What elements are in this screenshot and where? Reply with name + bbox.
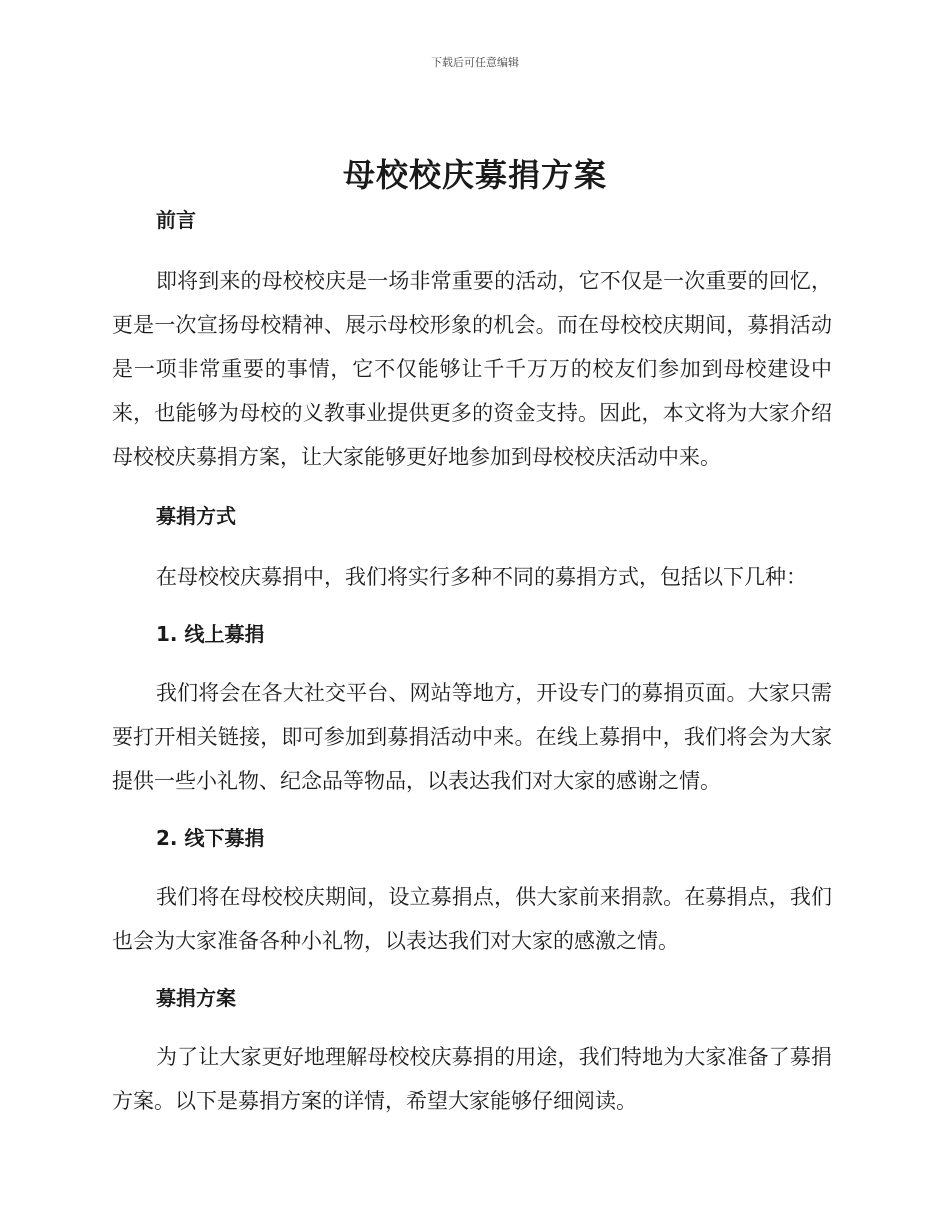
section-heading-offline-donation: 2. 线下募捐: [156, 826, 265, 850]
document-title: 母校校庆募捐方案: [342, 156, 607, 194]
section-heading-online-donation: 1. 线上募捐: [156, 622, 265, 646]
section-paragraph-donation-plan: 为了让大家更好地理解母校校庆募捐的用途，我们特地为大家准备了募捐方案。以下是募捐方案的详情，希望大家能够仔细阅读。: [112, 1045, 832, 1113]
section-paragraph-offline-donation: 我们将在母校校庆期间，设立募捐点，供大家前来捐款。在募捐点，我们也会为大家准备各种小礼物，以表达我们对大家的感激之情。: [112, 885, 832, 953]
section-paragraph-preface: 即将到来的母校校庆是一场非常重要的活动，它不仅是一次重要的回忆，更是一次宣扬母校精神、展示母校形象的机会。而在母校校庆期间，募捐活动是一项非常重要的事情，它不仅能够让千千万万的校友们参加到母校建设中来，也能够为母校的义教事业提供更多的资金支持。因此，本文将为大家介绍母校校庆募捐方案，让大家能够更好地参加到母校校庆活动中来。: [112, 269, 832, 469]
document-body: [112, 205, 832, 1123]
section-heading-donation-methods: 募捐方式: [156, 504, 236, 528]
section-heading-donation-plan: 募捐方案: [156, 986, 236, 1010]
section-heading-preface: 前言: [156, 208, 196, 232]
section-paragraph-online-donation: 我们将会在各大社交平台、网站等地方，开设专门的募捐页面。大家只需要打开相关链接，即可参加到募捐活动中来。在线上募捐中，我们将会为大家提供一些小礼物、纪念品等物品，以表达我们对大家的感谢之情。: [112, 681, 832, 793]
section-paragraph-donation-methods: 在母校校庆募捐中，我们将实行多种不同的募捐方式，包括以下几种：: [156, 565, 807, 589]
header-note: 下载后可任意编辑: [431, 56, 519, 69]
